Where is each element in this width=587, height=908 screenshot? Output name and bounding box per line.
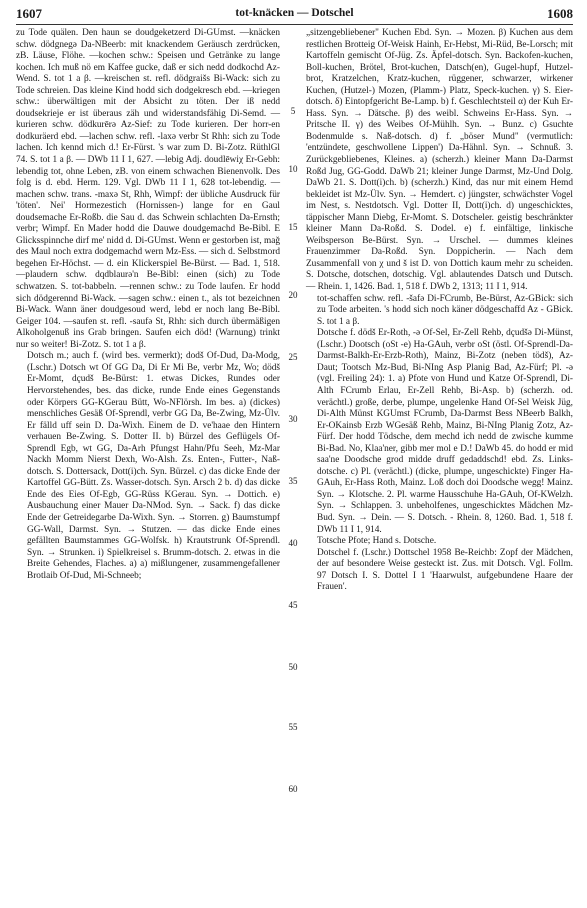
line-number: 10 bbox=[288, 164, 298, 174]
entry-tot-knaecken: zu Tode quälen. Den haun se doudgeketzerd Di-GUmst. —knäcken schw. dödgnegə Da-NBeerb: mit knackendem Geräusch zerdrücken, zB. Läuse, Flöhe. —kochen schw.: Speisen und Getränke zu lange kochen. Ich muß nö em Kaffee gucke, daß er sich nedd dodkochd Az-Wend. S. tot 1 a β. —kreischen st. refl. dödgraišs Bi-Wack: sich zu Tode schreien. Das kleine Kind hodd sich dodgekresch ebd. —kriegen schw.: überwältigen mit der Absicht zu töten. Der iß nedd doudsekrieje er ist überaus zäh und widerstandsfähig Di-Semd. —kurieren schw. dödkurērə Az-Sief: zu Tode kurieren. Der horr-en dodkuräerd ebd. —lachen schw. refl. -laxə verbr St Rhh: sich zu Tode lachen. Ich kennd mich d.! Er-Fürst. 's war zum D. Bi-Zotz. RüthlGl 74. S. tot 1 a β. — DWb 11 I 1, 627. —lebig Adj. doudlēwiχ Er-Gebh: lebendig tot, ohne Leben, zB. von einem schwachen Bienenvolk. Des folg is d. ebd. Herm. 129. Vgl. DWb 11 I 1, 628 tot-lebendig. —machen schw. trans. -maxə St, Rhh, Wimpf: der übliche Ausdruck für 'töten'. Nei' Hormezestich (Hornissen-) lange for en Gaul doudsemache Er-Roßb. die Sau d. das Schwein schlachten Da-Ernsth; verbr; Wimpf. En Mader hodd die Dauwe doudgemachd Be-Bibl. E Glicksspinnche dirf me' nidd d. Di-GUmst. Wenn er gestorben ist, mağ des Maul noch extra dodgemachd wern Mz-Ess. — sich d. Selbstmord begehen Er-Höchst. — d. ein Klickerspiel Be-Bürst. — Bad. 1, 518. —plaudern schw. dqdblaurə'n Be-Bibl: einen (sich) zu Tode schwatzen. S. tot-babbeln. —rennen schw.: zu Tode laufen. Er hodd sich dödgerennd Bi-Wack. —sagen schw.: einen t., als tot bezeichnen Bi-Wack. Wann äner doudgesoud werd, lebd er noch lang Be-Bibl. Geiger 104. —saufen st. refl. -saufə St, Rhh: sich durch übermäßigen Alkoholgenuß ins Grab bringen. Saufen eich död! (Warnung) trinkt nur so weiter! Bi-Zotz. S. tot 1 a β. bbox=[16, 28, 280, 350]
line-number: 5 bbox=[290, 106, 296, 116]
line-number: 40 bbox=[288, 538, 298, 548]
line-number: 15 bbox=[288, 222, 298, 232]
line-number: 45 bbox=[288, 600, 298, 610]
left-column bbox=[16, 28, 280, 582]
running-title: tot-knäcken — Dotschel bbox=[235, 7, 354, 19]
line-number: 55 bbox=[288, 722, 298, 732]
line-number: 30 bbox=[288, 414, 298, 424]
entry-totsche: Totsche Pfote; Hand s. Dotsche. bbox=[317, 536, 437, 547]
line-number: 60 bbox=[288, 784, 298, 794]
page-header bbox=[16, 6, 573, 24]
page-number-left: 1607 bbox=[16, 6, 42, 21]
header-rule bbox=[16, 24, 573, 25]
line-number: 35 bbox=[288, 476, 298, 486]
entry-dotsch: Dotsch m.; auch f. (wird bes. vermerkt); dodš Of-Dud, Da-Modg, (Lschr.) Dotsch wt Of GG Da, Di Er Mi Be, verbr Mz, Wo; dödš Er-Momt, dçudš Be-Bürst: 1. etwas Dickes, Rundes oder Hervorstehendes, bes. das dicke, runde Ende eines Gegenstands oder Körpers GG-KGerau Bütt, Wo-NFlörsh. Im bes. a) (dickes) menschliches Gesäß Of-Sprendl, verbr GG Da, Be-Zwing, Mz-Ülv. Er fälld uff sein D. Da-Wixh. Einem de D. ve'haae den Hintern verhauen Be-Zwing. S. Dotter II. b) Bürzel des Geflügels Of-Sprendl Egb, wt GG, Da-Arh Pfungst Hahn/Pfu Seeh, Mz-Mar Nackh Momm Nierst Dexh, Wo-Alsh. Zs. Enten-, Futter-, Naß-dotsch. S. Dottersack, Dott(i)ch. Syn. Bürzel. c) das dicke Ende der Kartoffel GG-Bütt. Zs. Wasser-dotsch. Syn. Arsch 2 b. d) das dicke Ende des Eies Of-Egb, GG-Rüss KGerau. Syn. → Dottich. e) Ausbauchung einer Mauer Da-NMod. Syn. → Sack. f) das dicke Ende der Getreidegarbe Da-Wixh. Syn. → Storren. g) Baumstumpf GG-Wall, Darmst. Syn. → Stutzen. — das dicke Ende eines gefällten Baumstammes GG-Wolfsk. h) Krautstrunk Of-Sprendl. Syn. → Strunken. i) Spielkreisel s. Brumm-dotsch. 2. etwas in die Breite Gehendes, Flaches. a) a) mißlungener, zusammengefallener Brotlaib Of-Dud, Mi-Schneeb; bbox=[27, 351, 280, 581]
line-number: 20 bbox=[288, 290, 298, 300]
entry-tot-schaffen: tot-schaffen schw. refl. -šafə Di-FCrumb, Be-Bürst, Az-GBick: sich zu Tode arbeiten. 's hodd sich noch käner dödgeschaffd Az - GBick. S. tot 1 a β. bbox=[317, 293, 573, 327]
right-column bbox=[306, 28, 573, 594]
entry-dotschel: Dotschel f. (Lschr.) Dottschel 1958 Be-Reichb: Zopf der Mädchen, der auf besondere Weise gesteckt ist. Zus. mit Dotsch. Vgl. Follm. 97 Dotsch I. S. Dottel I 1 'Haarwulst, aufgebundene Haare der Frauen'. bbox=[317, 547, 573, 593]
entry-dotsch-continued: „sitzengebliebener" Kuchen Ebd. Syn. → Mozen. β) Kuchen aus dem restlichen Brotteig Of-Weisk Hainh, Er-Hebst, Mi-Rüd, Be-Lorsch; mit Kartoffeln gemischt Of-Jüg. Zs. Äpfel-dotsch. Syn. Backofen-kuchen, Boll-kuchen, Brötel, Brot-kuchen, Datsch(en), Gugel-hupf, Hutzel-brot, Kratzelchen, Kratz-kuchen, rüggener, schwarzer, wirkener Kuchen, (Hutzel-) Mozen, (Plamm-) Platz, Speck-kuchen. γ) S. Eier-dotsch. δ) Eintopfgericht Be-Lamp. b) f. Geschlechtsteil α) der Kuh Er-Hass. Syn. → Dätsche. β) des weibl. Schweins Er-Hass. Syn. → Pritsche II. γ) des Weibes Of-Mühlh. Syn. → Bunz. c) Gsuchte Bodenmulde s. Naß-dotsch. d) f. „böser Mund" (vermutlich: 'entzündete, geschwollene Lippen') Da-Hähnl. Syn. → Schnuß. 3. Zurückgebliebenes, Kleines. a) (scherzh.) kleiner Mann Da-Darmst Roßd Jug, GG-Godd. DaWb 21; kleiner Junge Darmst, Mz-Und Dolg. DaWb 21. S. Dott(i)ch. b) (scherzh.) Kind, das nur mit einem Hemd bekleidet ist Mz-Ülv. Syn. → Hemdert. c) jüngster, schwächster Vogel im Nest, s. Nestdotsch. Vgl. Dotter II, Dott(i)ch. d) ungeschicktes, täppischer Mann Diebg, Er-Momt. S. Dotscheler. geistig beschränkter kleiner Mann Da-Roßd. S. Dodel. e) f. einfältige, linkische Weibsperson Be-Bürst. Syn. → Urschel. — dummes kleines Frauenzimmer Da-Roßd. Syn. Doppicherin. — Nach dem Zusammenfall von χ und š ist D. von Dottich kaum mehr zu scheiden. S. Dotsche, dotschen, dotschig. Vgl. ablautendes Datsch und Dutsch. — Rhein. 1, 1426. Bad. 1, 518 f. DWb 2, 1313; 11 I 1, 914. bbox=[306, 28, 573, 293]
line-number: 25 bbox=[288, 352, 298, 362]
line-number: 50 bbox=[288, 662, 298, 672]
entry-dotsche: Dotsche f. dödš Er-Roth, -ə Of-Sel, Er-Zell Rehb, dçudšə Di-Münst, (Lschr.) Dootsch (oSt -e) Ha-GAuh, verbr oSt (östl. Of-Sprendl-Da-Darmst-Balkh-Er-Erzb-Roth), Mainz, Bi-Zotz (neben tödš), Az-Daut; Tootsch Mz-Bud, Bi-NIng Asp Planig Bad, Az-Fürf; Pl. -ə (vgl. Freiling 24): 1. a) Pfote von Hund und Katze Of-Sprendl, Di-Alth FCrumb Erlau, Er-Zell Rehb, Bi-Asp. b) (scherzh. od. verächtl.) große, derbe, plumpe, ungelenke Hand Of-Sel Weisk Jüg, Di-Alth Münst KGUmst FCrumb, Da-Darmst Bess NBeerb Balkh, Er-OKainsb Erzb WGesäß Rehb, Mainz, Bi-NIng Planig Zotz, Az-Fürf. Der hodd Tödsche, dem mechd ich nedd de zwische kumme Bi-Bad. No, Klaa'ner, gibb mer mol e D.! DaWb 45. do hodd er mid saa'ne Doodsche grod midde druff gedaddschd! ebd. Zs. Links-dotsche. c) Pl. (verächtl.) (dicke, plumpe, ungeschickte) Finger Ha-GAuh, Er-Hass Roth, Mainz. Loß doch doi Doodsche wegg! Mainz. Syn. → Klotsche. 2. Pl. warme Hausschuhe Ha-GAuh, Of-KWelzh. Syn. → Schlappen. 3. unbeholfenes, ungeschicktes Mädchen Mz-Bud. Syn. → Dein. — S. Dotsch. - Rhein. 8, 1260. Bad. 1, 518 f. DWb 11 I 1, 914. bbox=[317, 328, 573, 535]
page-number-right: 1608 bbox=[547, 6, 573, 21]
